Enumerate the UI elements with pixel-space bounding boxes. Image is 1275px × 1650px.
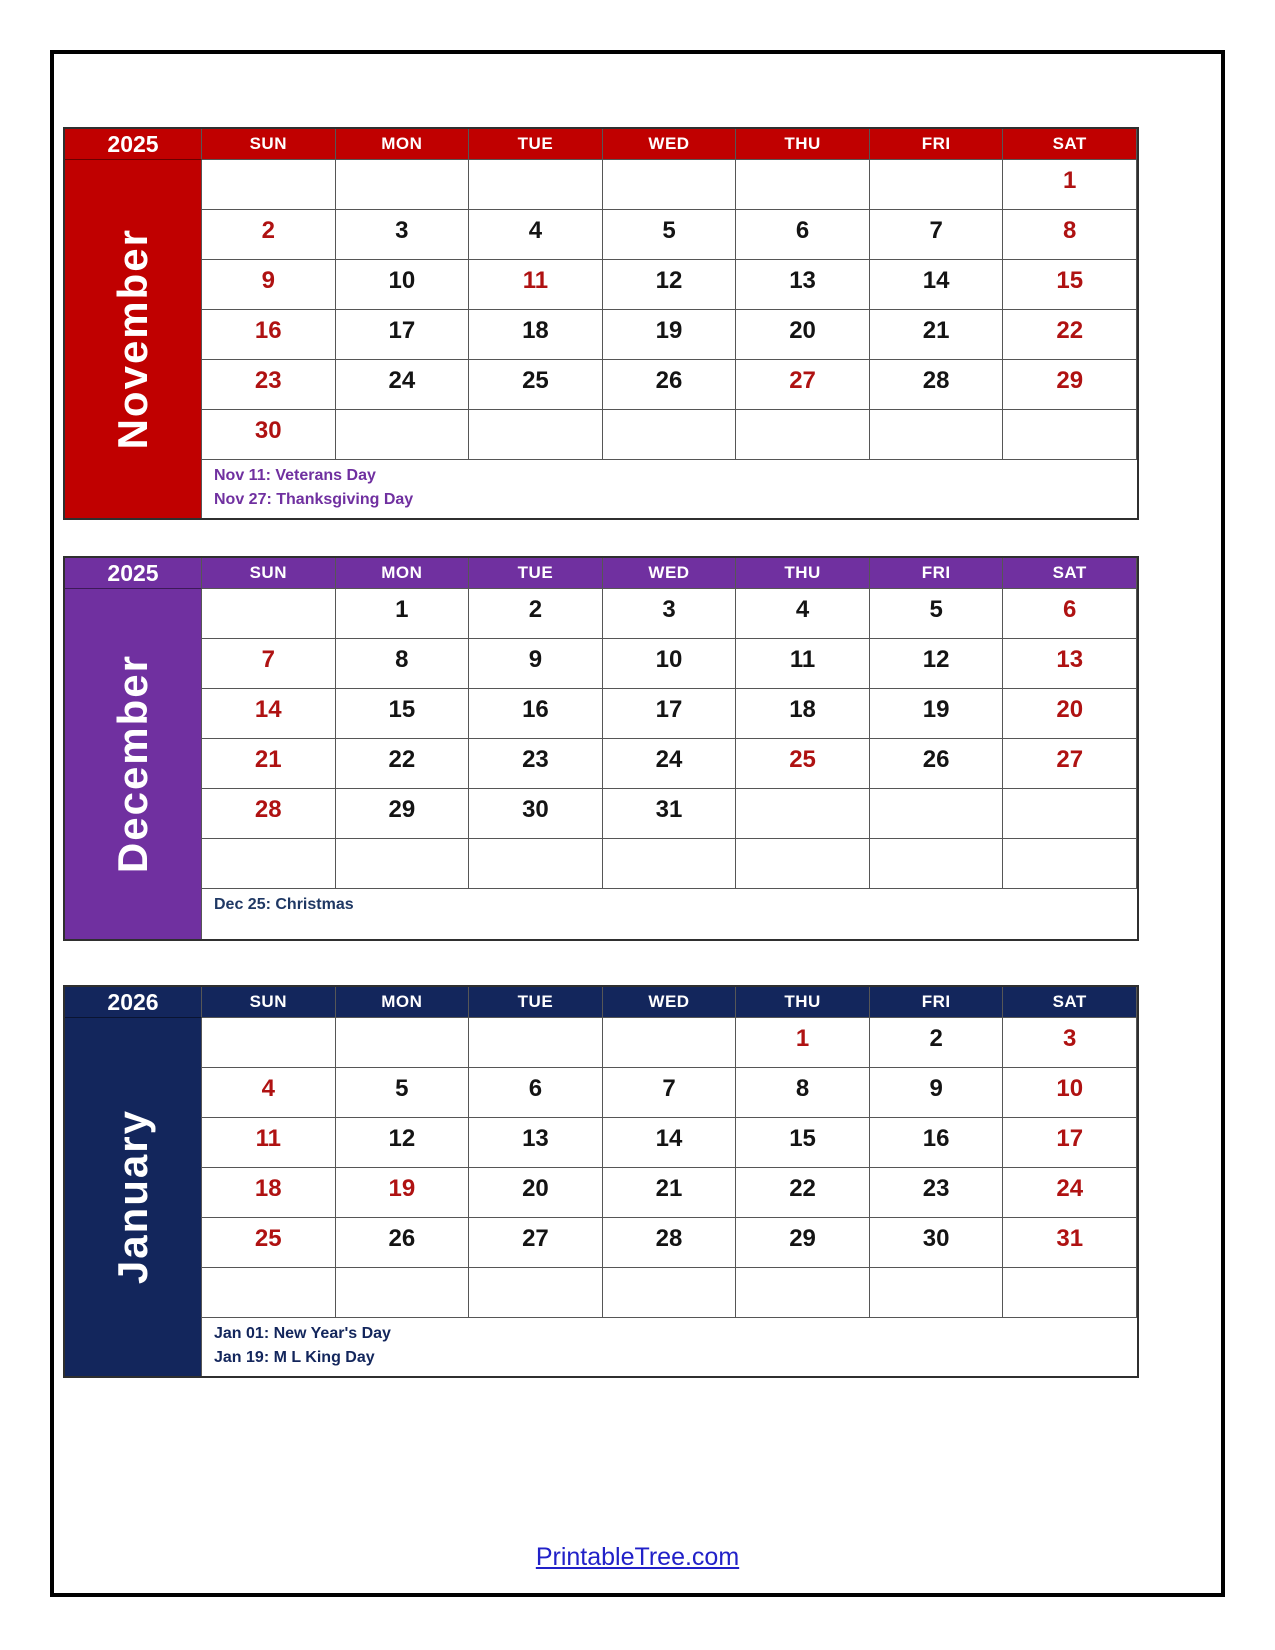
date-cell: 3 [603, 589, 737, 639]
date-cell [736, 789, 870, 839]
date-cell [736, 160, 870, 210]
date-cell: 11 [469, 260, 603, 310]
date-cell: 2 [469, 589, 603, 639]
month-block-january [63, 985, 1139, 1378]
date-cell: 26 [336, 1218, 470, 1268]
date-cell: 14 [202, 689, 336, 739]
day-header-sat: SAT [1003, 129, 1137, 160]
date-cell: 15 [1003, 260, 1137, 310]
date-cell: 5 [603, 210, 737, 260]
date-cell: 15 [736, 1118, 870, 1168]
date-cell: 13 [736, 260, 870, 310]
date-cell: 19 [336, 1168, 470, 1218]
day-header-mon: MON [336, 558, 470, 589]
day-header-sat: SAT [1003, 558, 1137, 589]
date-cell: 4 [469, 210, 603, 260]
date-cell [469, 410, 603, 460]
date-cell: 18 [469, 310, 603, 360]
holiday-notes [202, 460, 1137, 518]
date-cell [870, 1268, 1004, 1318]
date-cell: 1 [336, 589, 470, 639]
date-cell: 8 [336, 639, 470, 689]
date-cell: 16 [469, 689, 603, 739]
holiday-note: Dec 25: Christmas [214, 896, 354, 913]
date-cell [336, 839, 470, 889]
date-cell: 14 [870, 260, 1004, 310]
month-block-november [63, 127, 1139, 520]
date-cell: 16 [202, 310, 336, 360]
date-cell [469, 160, 603, 210]
date-cell: 29 [1003, 360, 1137, 410]
month-band-november [65, 160, 202, 518]
date-cell [336, 1268, 470, 1318]
date-cell: 13 [1003, 639, 1137, 689]
date-cell: 26 [870, 739, 1004, 789]
date-cell: 12 [870, 639, 1004, 689]
date-cell: 6 [736, 210, 870, 260]
date-cell: 20 [469, 1168, 603, 1218]
date-cell [736, 410, 870, 460]
date-cell: 18 [202, 1168, 336, 1218]
date-cell: 3 [336, 210, 470, 260]
month-name-label: November [109, 228, 156, 450]
date-cell: 22 [336, 739, 470, 789]
holiday-note: Jan 19: M L King Day [214, 1349, 375, 1366]
date-cell: 5 [870, 589, 1004, 639]
date-cell: 10 [1003, 1068, 1137, 1118]
date-cell: 24 [603, 739, 737, 789]
date-cell [1003, 789, 1137, 839]
date-cell [202, 839, 336, 889]
date-cell: 22 [1003, 310, 1137, 360]
date-cell: 26 [603, 360, 737, 410]
year-label-january: 2026 [65, 987, 202, 1018]
date-cell: 6 [469, 1068, 603, 1118]
holiday-notes [202, 889, 1137, 939]
day-header-thu: THU [736, 558, 870, 589]
date-cell [469, 1268, 603, 1318]
day-header-thu: THU [736, 987, 870, 1018]
footer [0, 1543, 1275, 1572]
date-cell [336, 410, 470, 460]
date-cell: 18 [736, 689, 870, 739]
date-cell: 14 [603, 1118, 737, 1168]
date-cell [1003, 1268, 1137, 1318]
date-cell: 9 [870, 1068, 1004, 1118]
date-cell: 21 [870, 310, 1004, 360]
date-cell: 9 [469, 639, 603, 689]
month-name-label: January [109, 1109, 156, 1285]
day-header-wed: WED [603, 558, 737, 589]
year-label-november: 2025 [65, 129, 202, 160]
day-header-thu: THU [736, 129, 870, 160]
date-cell: 31 [603, 789, 737, 839]
date-cell: 27 [469, 1218, 603, 1268]
month-band-january [65, 1018, 202, 1376]
date-cell [603, 160, 737, 210]
date-cell: 11 [736, 639, 870, 689]
date-cell [1003, 839, 1137, 889]
date-cell [202, 589, 336, 639]
year-label-december: 2025 [65, 558, 202, 589]
date-cell: 27 [736, 360, 870, 410]
date-cell: 3 [1003, 1018, 1137, 1068]
day-header-wed: WED [603, 129, 737, 160]
date-cell: 19 [870, 689, 1004, 739]
date-cell: 30 [469, 789, 603, 839]
date-cell: 24 [1003, 1168, 1137, 1218]
date-cell [469, 839, 603, 889]
date-cell [870, 839, 1004, 889]
holiday-note: Jan 01: New Year's Day [214, 1325, 391, 1342]
date-cell: 2 [870, 1018, 1004, 1068]
date-cell [603, 1268, 737, 1318]
date-cell [870, 160, 1004, 210]
date-cell [603, 410, 737, 460]
date-cell [870, 410, 1004, 460]
date-cell [603, 1018, 737, 1068]
date-cell: 24 [336, 360, 470, 410]
date-cell: 27 [1003, 739, 1137, 789]
date-cell: 8 [1003, 210, 1137, 260]
day-header-tue: TUE [469, 129, 603, 160]
day-header-sun: SUN [202, 558, 336, 589]
date-cell: 9 [202, 260, 336, 310]
date-cell: 25 [202, 1218, 336, 1268]
day-header-sun: SUN [202, 987, 336, 1018]
date-cell: 15 [336, 689, 470, 739]
date-cell: 30 [870, 1218, 1004, 1268]
date-cell [469, 1018, 603, 1068]
date-cell: 1 [736, 1018, 870, 1068]
date-cell [336, 1018, 470, 1068]
date-cell: 25 [736, 739, 870, 789]
date-cell [1003, 410, 1137, 460]
day-header-tue: TUE [469, 558, 603, 589]
date-cell [603, 839, 737, 889]
date-cell: 4 [202, 1068, 336, 1118]
date-cell: 28 [603, 1218, 737, 1268]
date-cell: 23 [870, 1168, 1004, 1218]
date-cell: 13 [469, 1118, 603, 1168]
date-cell [736, 1268, 870, 1318]
date-cell: 21 [202, 739, 336, 789]
date-cell: 20 [736, 310, 870, 360]
day-header-wed: WED [603, 987, 737, 1018]
date-cell: 7 [870, 210, 1004, 260]
date-cell [870, 789, 1004, 839]
date-cell: 23 [469, 739, 603, 789]
date-cell: 17 [1003, 1118, 1137, 1168]
date-cell: 12 [336, 1118, 470, 1168]
date-cell: 30 [202, 410, 336, 460]
date-cell: 10 [336, 260, 470, 310]
date-cell: 2 [202, 210, 336, 260]
day-header-fri: FRI [870, 129, 1004, 160]
date-cell: 21 [603, 1168, 737, 1218]
date-cell: 25 [469, 360, 603, 410]
date-cell: 16 [870, 1118, 1004, 1168]
day-header-fri: FRI [870, 987, 1004, 1018]
day-header-tue: TUE [469, 987, 603, 1018]
month-band-december [65, 589, 202, 939]
date-cell: 12 [603, 260, 737, 310]
date-cell: 11 [202, 1118, 336, 1168]
day-header-mon: MON [336, 987, 470, 1018]
month-name-label: December [109, 654, 156, 874]
date-cell: 6 [1003, 589, 1137, 639]
date-cell: 20 [1003, 689, 1137, 739]
day-header-sat: SAT [1003, 987, 1137, 1018]
day-header-mon: MON [336, 129, 470, 160]
date-cell: 8 [736, 1068, 870, 1118]
date-cell [202, 1268, 336, 1318]
date-cell: 29 [736, 1218, 870, 1268]
date-cell: 19 [603, 310, 737, 360]
date-cell [202, 1018, 336, 1068]
date-cell [736, 839, 870, 889]
date-cell: 17 [603, 689, 737, 739]
month-block-december [63, 556, 1139, 941]
footer-link[interactable]: PrintableTree.com [535, 1543, 740, 1571]
date-cell: 5 [336, 1068, 470, 1118]
date-cell: 22 [736, 1168, 870, 1218]
date-cell [202, 160, 336, 210]
date-cell: 4 [736, 589, 870, 639]
day-header-fri: FRI [870, 558, 1004, 589]
date-cell: 28 [202, 789, 336, 839]
date-cell: 29 [336, 789, 470, 839]
date-cell: 1 [1003, 160, 1137, 210]
date-cell: 7 [202, 639, 336, 689]
date-cell [336, 160, 470, 210]
holiday-note: Nov 11: Veterans Day [214, 467, 376, 484]
date-cell: 17 [336, 310, 470, 360]
date-cell: 28 [870, 360, 1004, 410]
holiday-note: Nov 27: Thanksgiving Day [214, 491, 414, 508]
date-cell: 23 [202, 360, 336, 410]
date-cell: 7 [603, 1068, 737, 1118]
date-cell: 31 [1003, 1218, 1137, 1268]
date-cell: 10 [603, 639, 737, 689]
holiday-notes [202, 1318, 1137, 1376]
day-header-sun: SUN [202, 129, 336, 160]
